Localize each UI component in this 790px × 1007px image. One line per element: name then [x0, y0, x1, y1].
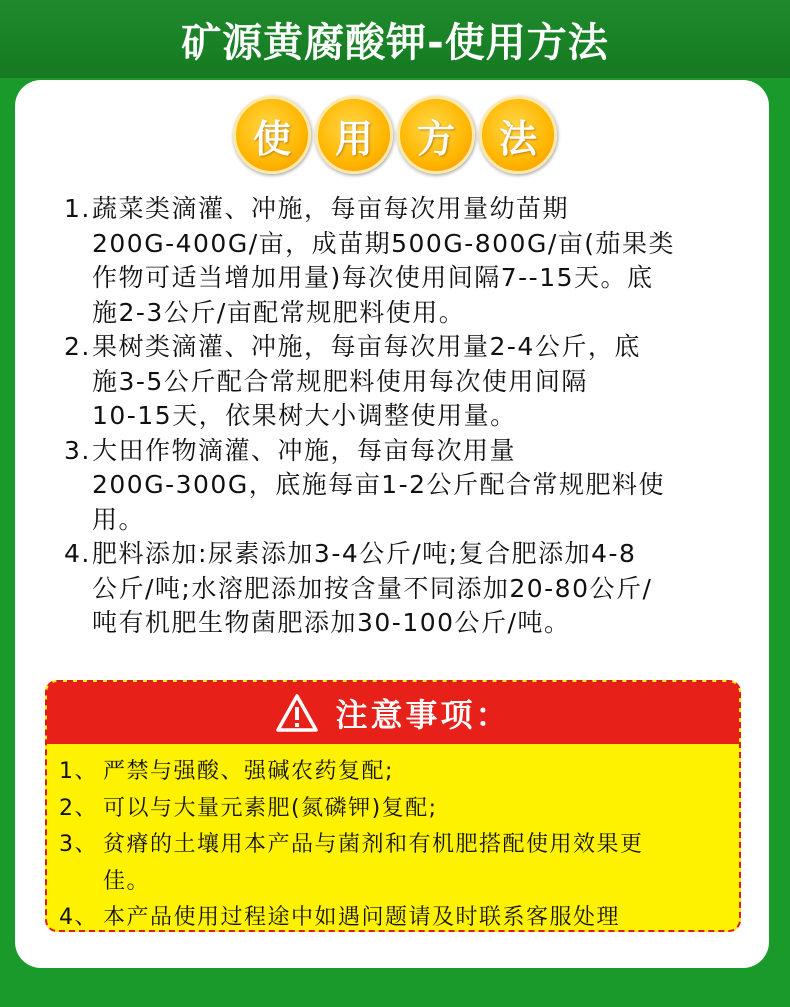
usage-instructions — [64, 192, 744, 641]
notice-item-text: 可以与大量元素肥(氮磷钾)复配; — [103, 795, 438, 821]
page-title: 矿源黄腐酸钾-使用方法 — [181, 19, 609, 66]
usage-item-text: 肥料添加:尿素添加3-4公斤/吨;复合肥添加4-8 公斤/吨;水溶肥添加按含量不同添加20-80公斤/ 吨有机肥生物菌肥添加30-100公斤/吨。 — [92, 539, 653, 637]
notice-list — [47, 744, 739, 932]
notice-title: 注意事项： — [335, 696, 511, 734]
notice-item-number: 2、 — [59, 795, 98, 821]
heading-badge — [233, 96, 311, 174]
notice-item-number: 4、 — [59, 905, 98, 930]
usage-item-number: 3. — [64, 435, 91, 465]
notice-box — [45, 680, 741, 932]
notice-item-number: 1、 — [59, 759, 98, 784]
badge-char: 用 — [334, 116, 373, 161]
notice-item-text: 严禁与强酸、强碱农药复配; — [103, 759, 394, 784]
badge-char: 使 — [252, 116, 291, 161]
usage-item-number: 1. — [64, 194, 91, 223]
usage-item-text: 果树类滴灌、冲施，每亩每次用量2-4公斤，底 施3-5公斤配合常规肥料使用每次使用间隔 10-15天，依果树大小调整使用量。 — [92, 332, 641, 430]
heading-badge — [397, 96, 475, 174]
usage-item — [64, 434, 744, 538]
notice-header — [47, 682, 739, 744]
notice-item — [59, 900, 739, 932]
header-bar — [0, 0, 790, 78]
heading-badge — [315, 96, 393, 174]
notice-item-number: 3、 — [59, 832, 98, 857]
usage-item — [64, 537, 744, 641]
notice-item-text: 贫瘠的土壤用本产品与菌剂和有机肥搭配使用效果更 佳。 — [103, 832, 644, 894]
notice-item — [59, 791, 739, 828]
usage-item — [64, 330, 744, 434]
notice-item-text: 本产品使用过程途中如遇问题请及时联系客服处理 — [103, 905, 621, 930]
usage-item-text: 蔬菜类滴灌、冲施，每亩每次用量幼苗期 200G-400G/亩，成苗期500G-800G/亩(茄果类 作物可适当增加用量)每次使用间隔7--15天。底 施2-3公斤/亩配常规肥料使用。 — [92, 194, 676, 327]
badge-char: 方 — [416, 116, 455, 161]
usage-item-number: 4. — [64, 539, 91, 568]
usage-item-text: 大田作物滴灌、冲施，每亩每次用量 200G-300G，底施每亩1-2公斤配合常规肥料使 用。 — [92, 435, 666, 534]
heading-badge — [479, 96, 557, 174]
notice-item — [59, 754, 739, 791]
usage-item — [64, 192, 744, 330]
usage-heading-badges — [0, 96, 790, 176]
badge-char: 法 — [498, 116, 537, 161]
warning-icon — [275, 693, 319, 733]
usage-item-number: 2. — [64, 332, 91, 361]
notice-item — [59, 827, 739, 900]
